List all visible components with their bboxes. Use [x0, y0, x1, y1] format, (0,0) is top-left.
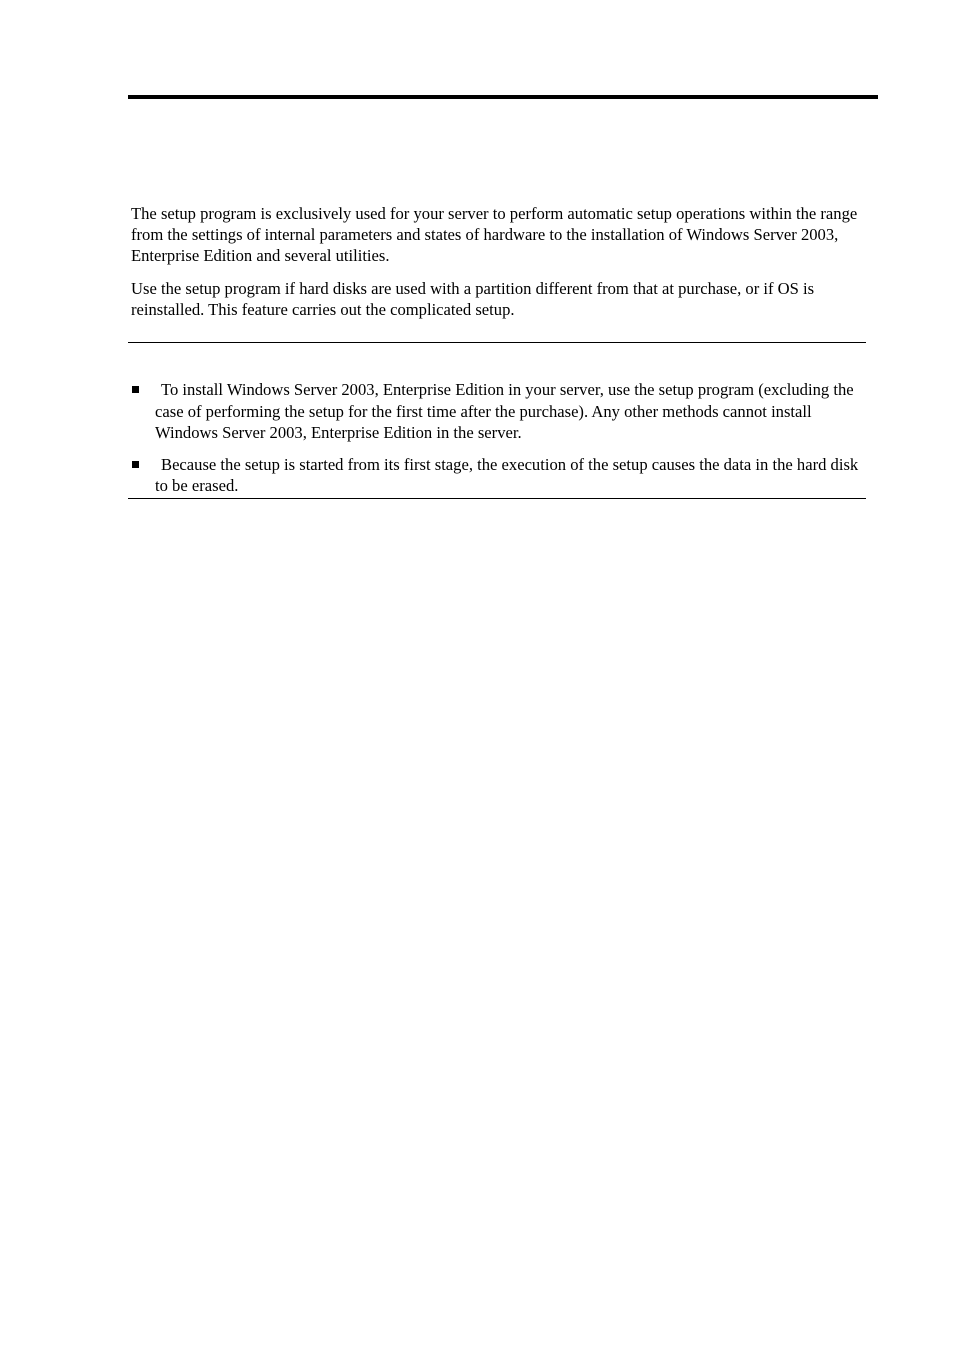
usage-paragraph: Use the setup program if hard disks are used with a partition different from that at purchase, or if OS is reinstalled. This feature carries out the complicated setup.	[131, 279, 815, 319]
header-rule	[128, 95, 878, 99]
note-bottom-rule	[128, 498, 866, 499]
important-notes-list	[128, 379, 866, 507]
note-item	[128, 379, 866, 444]
note-text: Because the setup is started from its first stage, the execution of the setup causes the data in the hard disk to be erased.	[155, 454, 859, 495]
intro-paragraph: The setup program is exclusively used for your server to perform automatic setup operations within the range from the settings of internal parameters and states of hardware to the installation of Windows Server 2003, Enterprise Edition and several utilities.	[131, 204, 858, 265]
square-bullet-icon	[132, 461, 139, 468]
square-bullet-icon	[132, 386, 139, 393]
note-item	[128, 454, 866, 497]
note-top-rule	[128, 342, 866, 343]
note-text: To install Windows Server 2003, Enterprise Edition in your server, use the setup program (excluding the case of performing the setup for the first time after the purchase). Any other methods cannot install Windows Server 2003, Enterprise Edition in the server.	[155, 380, 854, 442]
